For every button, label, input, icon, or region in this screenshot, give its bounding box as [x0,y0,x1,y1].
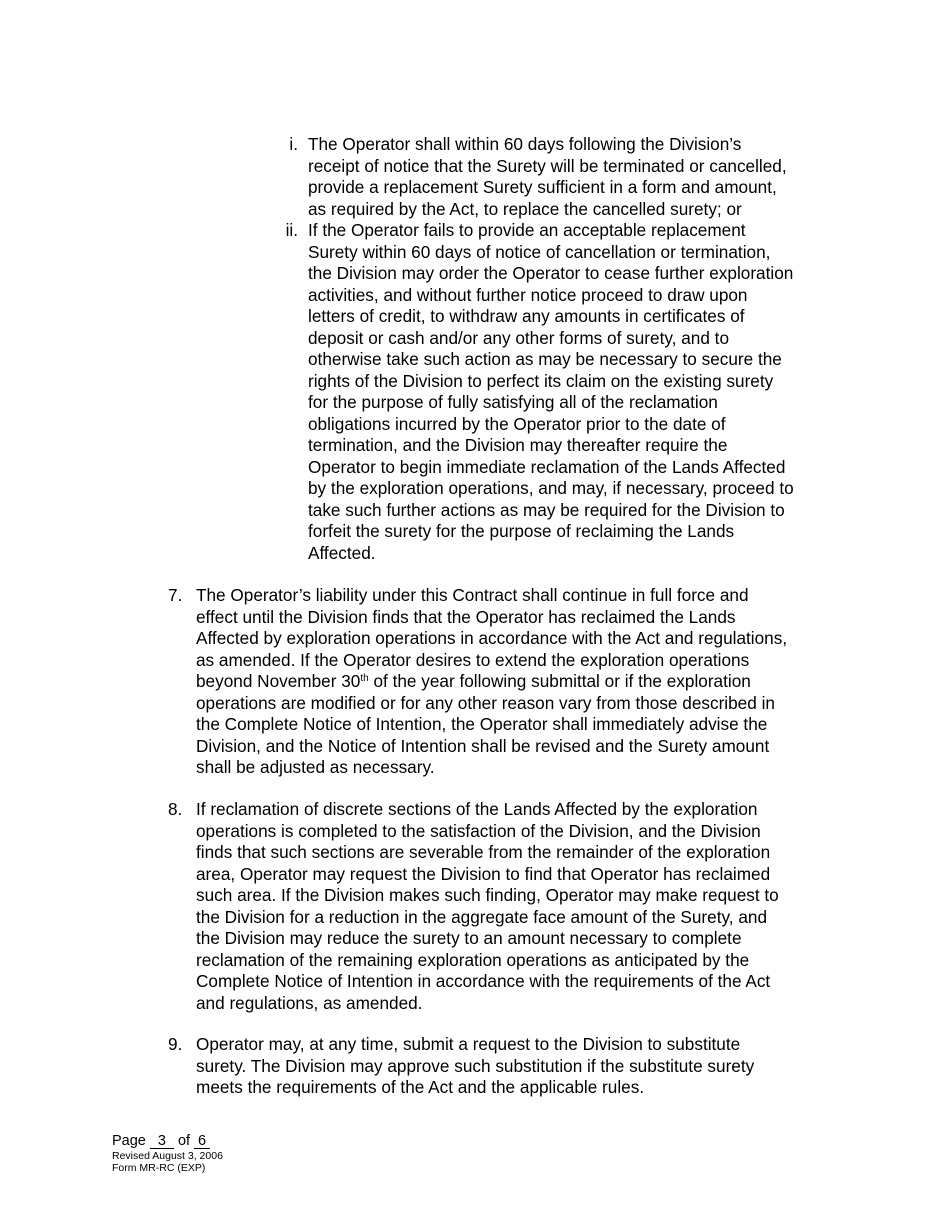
text-line: Surety within 60 days of notice of cancellation or termination, [308,241,771,262]
text-line: Operator may, at any time, submit a request to the Division to substitute [196,1034,741,1054]
item-marker: 8. [168,799,183,819]
text-line: receipt of notice that the Surety will be terminated or cancelled, [308,155,787,176]
page-total: 6 [194,1134,210,1149]
text-line: rights of the Division to perfect its claim on the existing surety [308,370,774,391]
text-line: area, Operator may request the Division to find that Operator has reclaimed [196,863,771,884]
text-line: The Operator shall within 60 days following the Division’s [308,134,742,154]
ordinal-suffix: th [360,673,369,684]
text-line: the Division may order the Operator to cease further exploration [308,263,794,283]
text-line: The Operator’s liability under this Contract shall continue in full force and [196,585,749,605]
text-line: the Division may reduce the surety to an amount necessary to complete [196,928,742,948]
text-line: effect until the Division finds that the Operator has reclaimed the Lands [196,606,736,627]
text-line: reclamation of the remaining exploration operations as anticipated by the [196,949,750,970]
item-marker: 7. [168,585,183,605]
item-text [196,799,856,1014]
text-line: provide a replacement Surety sufficient in a form and amount, [308,177,777,197]
page-footer [112,1133,223,1174]
text-line: operations is completed to the satisfaction of the Division, and the Division [196,820,761,841]
sub-item-marker: i. [289,134,298,154]
text-line: activities, and without further notice proceed to draw upon [308,284,748,305]
text-line: Division, and the Notice of Intention shall be revised and the Surety amount [196,735,770,756]
text-line: meets the requirements of the Act and the applicable rules. [196,1077,645,1097]
sub-item-text [308,220,850,564]
text-line: letters of credit, to withdraw any amounts in certificates of [308,306,745,326]
text-line: operations are modified or for any other reason vary from those described in [196,692,775,713]
text-line: take such further actions as may be required for the Division to [308,499,785,520]
text-line: the Division for a reduction in the aggregate face amount of the Surety, and [196,906,768,927]
text-line: surety. The Division may approve such substitution if the substitute surety [196,1055,755,1076]
text-line: If reclamation of discrete sections of the Lands Affected by the exploration [196,799,758,819]
text-line: obligations incurred by the Operator prior to the date of [308,413,726,434]
text-line: the Complete Notice of Intention, the Operator shall immediately advise the [196,714,768,734]
text-line: Complete Notice of Intention in accordance with the requirements of the Act [196,971,771,991]
of-label: of [177,1133,191,1149]
text-line: If the Operator fails to provide an acceptable replacement [308,220,746,240]
item-marker: 9. [168,1034,183,1054]
text-line: finds that such sections are severable from the remainder of the exploration [196,842,771,862]
text-line: and regulations, as amended. [196,992,423,1013]
text-line: shall be adjusted as necessary. [196,757,435,777]
text-line: Operator to begin immediate reclamation of the Lands Affected [308,456,786,477]
text-segment: beyond November 30 [196,671,361,691]
item-text [196,585,856,779]
page-number-line [112,1133,223,1150]
text-line: Affected. [308,542,376,563]
text-line: such area. If the Division makes such finding, Operator may make request to [196,885,779,905]
text-segment: of the year following submittal or if the exploration [368,671,751,691]
text-line [196,671,856,693]
text-line: as required by the Act, to replace the cancelled surety; or [308,198,742,219]
text-line: termination, and the Division may thereafter require the [308,435,728,455]
page-label: Page [112,1133,146,1149]
text-line: for the purpose of fully satisfying all of the reclamation [308,392,718,412]
sub-item-text [308,134,850,220]
text-line: deposit or cash and/or any other forms of surety, and to [308,327,730,348]
page-number: 3 [150,1134,174,1149]
text-line: forfeit the surety for the purpose of reclaiming the Lands [308,521,735,541]
text-line: otherwise take such action as may be necessary to secure the [308,349,782,369]
text-line: Affected by exploration operations in accordance with the Act and regulations, [196,628,788,648]
form-number: Form MR-RC (EXP) [112,1162,206,1174]
text-line: by the exploration operations, and may, if necessary, proceed to [308,478,794,498]
sub-item-marker: ii. [285,220,298,240]
text-line: as amended. If the Operator desires to extend the exploration operations [196,649,750,670]
revised-date: Revised August 3, 2006 [112,1150,223,1162]
item-text [196,1034,856,1099]
